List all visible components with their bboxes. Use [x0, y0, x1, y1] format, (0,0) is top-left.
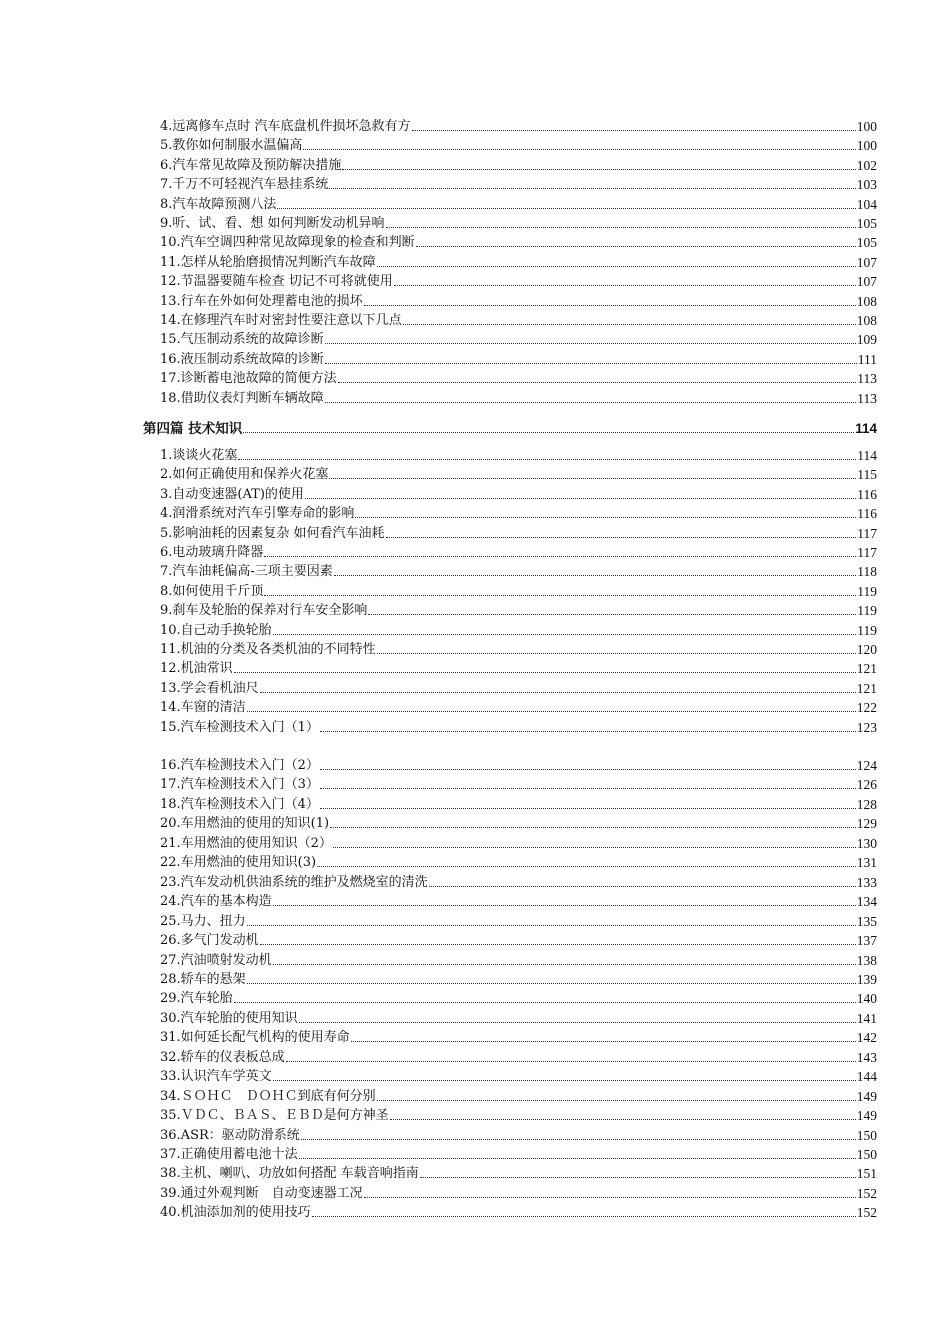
- dot-leader: [320, 768, 856, 770]
- toc-entry: [160, 833, 877, 852]
- toc-entry: [160, 600, 877, 619]
- toc-page-number: 135: [856, 913, 877, 929]
- dot-leader: [351, 1040, 856, 1042]
- dot-leader: [273, 963, 856, 965]
- toc-entry-title: 16.汽车检测技术入门（2）: [160, 758, 319, 773]
- toc-section-heading: [143, 418, 877, 437]
- toc-entry: [160, 755, 877, 774]
- toc-page-number: 152: [856, 1205, 877, 1221]
- toc-entry: [160, 639, 877, 658]
- dot-leader: [260, 691, 856, 693]
- toc-page-number: 134: [856, 894, 877, 910]
- dot-leader: [416, 245, 856, 247]
- dot-leader: [412, 129, 856, 131]
- toc-entry-title: 31.如何延长配气机构的使用寿命: [160, 1030, 350, 1046]
- toc-entry-title: 25.马力、扭力: [160, 913, 246, 929]
- toc-entry-title: 13.行车在外如何处理蓄电池的损坏: [160, 293, 363, 309]
- toc-entry-title: 15.气压制动系统的故障诊断: [160, 332, 324, 348]
- toc-entry-title: 28.轿车的悬架: [160, 971, 246, 987]
- toc-page-number: 120: [856, 642, 877, 657]
- toc-entry-title: 24.汽车的基本构造: [160, 894, 272, 910]
- toc-entry: [160, 523, 877, 542]
- toc-page-number: 143: [856, 1049, 877, 1065]
- dot-leader: [299, 1021, 856, 1023]
- dot-leader: [334, 574, 856, 576]
- toc-entry-title: 37.正确使用蓄电池十法: [160, 1147, 298, 1162]
- toc-page-number: 108: [856, 313, 877, 328]
- dot-leader: [329, 477, 856, 479]
- toc-entry-title: 33.认识汽车学英文: [160, 1069, 272, 1085]
- dot-leader: [386, 536, 857, 538]
- toc-entry: [160, 852, 877, 871]
- toc-page-number: 139: [856, 971, 877, 987]
- dot-leader: [234, 671, 856, 673]
- dot-leader: [286, 1060, 856, 1062]
- dot-leader: [247, 710, 856, 712]
- toc-page-number: 116: [857, 506, 877, 522]
- toc-entry-title: 8.汽车故障预测八法: [160, 196, 277, 212]
- toc-page-number: 151: [856, 1166, 877, 1182]
- dot-leader: [264, 555, 856, 557]
- toc-entry-title: 12.机油常识: [160, 661, 233, 677]
- toc-entry: [160, 1144, 877, 1163]
- toc-entry: [160, 271, 877, 290]
- dot-leader: [403, 323, 856, 325]
- toc-entry: [160, 135, 877, 154]
- toc-page-number: 121: [856, 680, 877, 696]
- toc-page-number: 140: [856, 991, 877, 1007]
- toc-page-number: 142: [856, 1030, 877, 1046]
- toc-entry-title: 39.通过外观判断 自动变速器工况: [160, 1185, 363, 1201]
- toc-entry-title: 6.电动玻璃升降器: [160, 545, 264, 560]
- toc-entry-title: 9.听、试、看、想 如何判断发动机异响: [160, 216, 385, 231]
- dot-leader: [364, 304, 856, 306]
- toc-entry-title: 29.汽车轮胎: [160, 991, 233, 1007]
- toc-entry-title: 2.如何正确使用和保养火花塞: [160, 467, 329, 483]
- toc-page-number: 104: [856, 196, 877, 212]
- toc-page-number: 103: [856, 177, 877, 193]
- dot-leader: [301, 1138, 856, 1140]
- toc-entry-title: 14.车窗的清洁: [160, 700, 246, 716]
- toc-entry: [160, 581, 877, 600]
- dot-leader: [325, 342, 856, 344]
- toc-page-number: 115: [857, 467, 877, 483]
- dot-leader: [264, 594, 856, 596]
- toc-entry-title: 7.汽车油耗偏高-三项主要因素: [160, 564, 333, 580]
- toc-page-number: 107: [856, 254, 877, 270]
- toc-entry-title: 10.汽车空调四种常见故障现象的检查和判断: [160, 235, 415, 251]
- toc-entry: [160, 1183, 877, 1202]
- dot-leader: [273, 904, 856, 906]
- toc-entry-title: 6.汽车常见故障及预防解决措施: [160, 157, 342, 173]
- toc-entry: [160, 232, 877, 251]
- toc-entry: [160, 1163, 877, 1182]
- toc-page-number: 107: [856, 274, 877, 290]
- toc-page-number: 100: [856, 138, 877, 154]
- toc-page-number: 118: [857, 564, 877, 580]
- toc-entry-title: 1.谈谈火花塞: [160, 448, 238, 463]
- toc-entry: [160, 658, 877, 677]
- toc-entry-title: 13.学会看机油尺: [160, 680, 259, 696]
- dot-leader: [333, 846, 856, 848]
- dot-leader: [325, 362, 857, 364]
- dot-leader: [320, 787, 856, 789]
- dot-leader: [325, 401, 857, 403]
- dot-leader: [234, 1001, 856, 1003]
- toc-entry-title: 11.怎样从轮胎磨损情况判断汽车故障: [160, 254, 376, 270]
- dot-leader: [320, 807, 856, 809]
- toc-entry: [160, 620, 877, 639]
- toc-entry: [160, 794, 877, 813]
- dot-leader: [329, 187, 855, 189]
- toc-page-number: 131: [856, 855, 877, 871]
- toc-entry-title: 30.汽车轮胎的使用知识: [160, 1010, 298, 1026]
- toc-entry-title: 32.轿车的仪表板总成: [160, 1049, 285, 1065]
- toc-entry: [160, 1125, 877, 1144]
- toc-page-number: 117: [857, 525, 877, 541]
- dot-leader: [390, 1118, 856, 1120]
- toc-entry-title: 17.汽车检测技术入门（3）: [160, 777, 319, 793]
- toc-page-number: 111: [857, 351, 877, 367]
- toc-entry-title: 7.千万不可轻视汽车悬挂系统: [160, 177, 329, 193]
- toc-entry: [160, 155, 877, 174]
- dot-leader: [320, 730, 856, 732]
- toc-page-number: 152: [856, 1185, 877, 1201]
- toc-entry: [160, 697, 877, 716]
- toc-entry: [160, 1066, 877, 1085]
- toc-entry: [160, 1202, 877, 1221]
- toc-entry: [160, 774, 877, 793]
- toc-entry-title: 18.汽车检测技术入门（4）: [160, 796, 319, 812]
- toc-entry: [160, 1008, 877, 1027]
- toc-page-number: 100: [856, 119, 877, 134]
- toc-page-number: 113: [857, 390, 877, 406]
- toc-page-number: 130: [856, 835, 877, 851]
- toc-entry: [160, 291, 877, 310]
- dot-leader: [260, 943, 856, 945]
- toc-entry-title: 16.液压制动系统故障的诊断: [160, 351, 324, 367]
- dot-leader: [330, 826, 856, 828]
- toc-entry: [160, 1086, 877, 1105]
- toc-entry: [160, 678, 877, 697]
- toc-page-number: 102: [856, 157, 877, 173]
- dot-leader: [243, 431, 854, 433]
- toc-entry: [160, 349, 877, 368]
- toc-entry: [160, 717, 877, 736]
- toc-page-number: 137: [856, 933, 877, 949]
- toc-page-number: 122: [856, 700, 877, 716]
- toc-page-number: 144: [856, 1069, 877, 1085]
- toc-entry-title: 12.节温器要随车检查 切记不可将就使用: [160, 274, 393, 290]
- toc-page-number: 129: [856, 816, 877, 832]
- toc-entry-title: 11.机油的分类及各类机油的不同特性: [160, 642, 376, 657]
- dot-leader: [394, 284, 856, 286]
- toc-entry: [160, 213, 877, 232]
- dot-leader: [364, 1196, 856, 1198]
- toc-page-number: 108: [856, 293, 877, 309]
- toc-entry-title: 4.润滑系统对汽车引擎寿命的影响: [160, 506, 355, 522]
- toc-entry-title: 3.自动变速器(AT)的使用: [160, 486, 304, 502]
- dot-leader: [377, 652, 856, 654]
- toc-page-number: 149: [856, 1088, 877, 1104]
- dot-leader: [317, 865, 856, 867]
- toc-entry-title: 第四篇 技术知识: [143, 421, 243, 437]
- toc-entry: [160, 116, 877, 135]
- toc-entry-title: 36.ASR：驱动防滑系统: [160, 1127, 300, 1143]
- dot-leader: [355, 516, 856, 518]
- toc-page-number: 114: [855, 421, 877, 436]
- toc-page-number: 123: [856, 719, 877, 735]
- toc-page-number: 113: [857, 371, 877, 387]
- dot-leader: [277, 207, 855, 209]
- toc-entry: [160, 911, 877, 930]
- toc-entry-title: 5.影响油耗的因素复杂 如何看汽车油耗: [160, 525, 385, 541]
- dot-leader: [238, 458, 856, 460]
- toc-page-number: 133: [856, 874, 877, 890]
- toc-page-number: 138: [856, 952, 877, 968]
- dot-leader: [377, 265, 856, 267]
- toc-entry-title: 27.汽油喷射发动机: [160, 952, 272, 968]
- toc-entry: [160, 988, 877, 1007]
- toc-entry: [160, 484, 877, 503]
- toc-entry-title: 10.自己动手换轮胎: [160, 622, 272, 638]
- toc-entry-title: 38.主机、喇叭、功放如何搭配 车载音响指南: [160, 1166, 419, 1182]
- toc-page-number: 124: [856, 758, 877, 773]
- dot-leader: [342, 168, 855, 170]
- toc-entry-title: 21.车用燃油的使用知识（2）: [160, 835, 332, 851]
- toc-entry: [160, 872, 877, 891]
- toc-page-number: 121: [856, 661, 877, 677]
- toc-page-number: 141: [856, 1010, 877, 1026]
- dot-leader: [420, 1176, 856, 1178]
- toc-entry-title: 15.汽车检测技术入门（1）: [160, 719, 319, 735]
- toc-entry-title: 34.ＳＯＨＣ ＤＯＨＣ到底有何分别: [160, 1088, 376, 1104]
- toc-page-number: 105: [856, 235, 877, 251]
- toc-page-number: 105: [856, 216, 877, 231]
- toc-entry: [160, 950, 877, 969]
- dot-leader: [305, 497, 856, 499]
- toc-entry: [160, 174, 877, 193]
- dot-leader: [368, 613, 856, 615]
- toc-entry-title: 17.诊断蓄电池故障的简便方法: [160, 371, 337, 387]
- toc-entry: [160, 310, 877, 329]
- toc-entry: [160, 388, 877, 407]
- toc-page-number: 126: [856, 777, 877, 793]
- toc-entry: [160, 813, 877, 832]
- toc-entry: [160, 542, 877, 561]
- dot-leader: [273, 633, 857, 635]
- toc-entry-title: 40.机油添加剂的使用技巧: [160, 1205, 311, 1221]
- toc-entry: [160, 194, 877, 213]
- toc-entry: [160, 1027, 877, 1046]
- toc-entry: [160, 503, 877, 522]
- toc-page-number: 150: [856, 1147, 877, 1162]
- toc-entry-title: 22.车用燃油的使用知识(3): [160, 855, 317, 871]
- toc-entry: [160, 329, 877, 348]
- toc-entry-title: 8.如何使用千斤顶: [160, 583, 264, 599]
- toc-page-number: 119: [857, 603, 877, 619]
- toc-entry-title: 4.远离修车点时 汽车底盘机件损坏急救有方: [160, 119, 411, 134]
- dot-leader: [429, 885, 856, 887]
- dot-leader: [247, 924, 856, 926]
- toc-page-number: 117: [857, 545, 877, 560]
- dot-leader: [386, 226, 856, 228]
- toc-entry-title: 9.刹车及轮胎的保养对行车安全影响: [160, 603, 368, 619]
- toc-entry: [160, 891, 877, 910]
- toc-entry: [160, 445, 877, 464]
- toc-entry: [160, 930, 877, 949]
- toc-entry: [160, 1047, 877, 1066]
- toc-entry-title: 5.教你如何制服水温偏高: [160, 138, 303, 154]
- dot-leader: [247, 982, 856, 984]
- toc-page-number: 116: [857, 486, 877, 502]
- toc-entry-title: 18.借助仪表灯判断车辆故障: [160, 390, 324, 406]
- toc-entry-title: 20.车用燃油的使用的知识(1): [160, 816, 330, 832]
- dot-leader: [299, 1157, 856, 1159]
- dot-leader: [377, 1099, 856, 1101]
- toc-entry-title: 23.汽车发动机供油系统的维护及燃烧室的清洗: [160, 874, 428, 890]
- toc-entry: [160, 969, 877, 988]
- toc-page-number: 150: [856, 1127, 877, 1143]
- toc-entry-title: 14.在修理汽车时对密封性要注意以下几点: [160, 313, 402, 328]
- toc-page-number: 119: [857, 583, 877, 599]
- toc-entry-title: 26.多气门发动机: [160, 933, 259, 949]
- toc-page-number: 128: [856, 796, 877, 812]
- dot-leader: [312, 1215, 856, 1217]
- toc-entry: [160, 368, 877, 387]
- dot-leader: [338, 381, 857, 383]
- toc-entry: [160, 252, 877, 271]
- dot-leader: [303, 148, 855, 150]
- toc-page-number: 149: [856, 1108, 877, 1124]
- toc-entry: [160, 1105, 877, 1124]
- toc-entry-title: 35.ＶＤＣ、ＢＡＳ、ＥＢＤ是何方神圣: [160, 1108, 389, 1124]
- toc-entry: [160, 464, 877, 483]
- toc-page-number: 109: [856, 332, 877, 348]
- dot-leader: [273, 1079, 856, 1081]
- toc-page-number: 119: [857, 622, 877, 638]
- toc-entry: [160, 561, 877, 580]
- toc-page-number: 114: [857, 448, 877, 463]
